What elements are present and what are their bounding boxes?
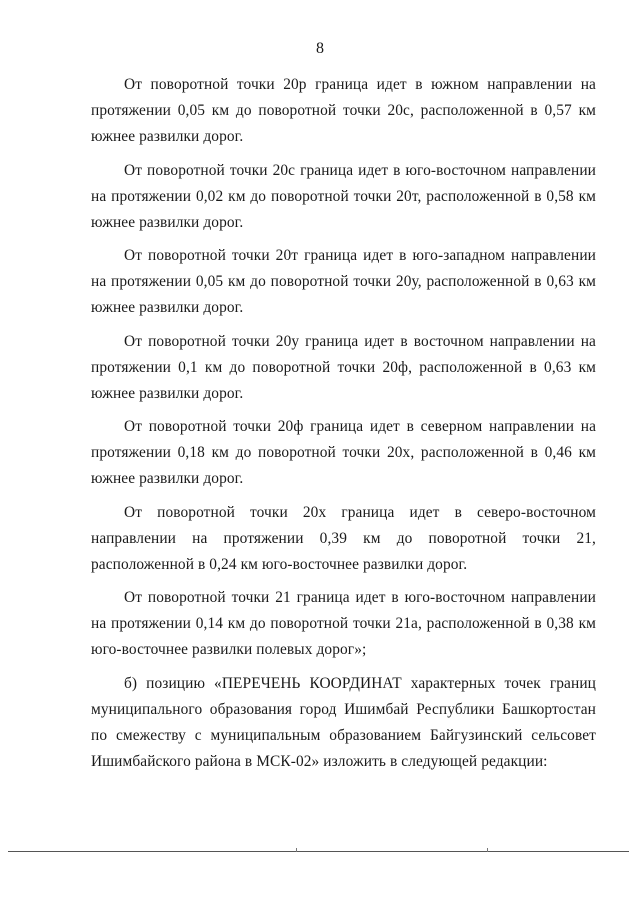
paragraph-point-20r: От поворотной точки 20р граница идет в южном направлении на протяжении 0,05 км до поворотной точки 20с, расположенной в 0,57 км южнее развилки дорог. [91,76,596,145]
paragraph-coordinates-list: б) позицию «ПЕРЕЧЕНЬ КООРДИНАТ характерных точек границ муниципального образования город Ишимбай Республики Башкортостан по смежеству с муниципальным образованием Байгузинский сельсовет Ишимбайского района в МСК-02» изложить в следующей редакции: [91,674,596,770]
footer-rule [8,851,629,852]
paragraph-point-20t: От поворотной точки 20т граница идет в юго-западном направлении на протяжении 0,05 км до поворотной точки 20у, расположенной в 0,63 км южнее развилки дорог. [91,247,596,316]
document-body [91,72,596,782]
paragraph-point-20s: От поворотной точки 20с граница идет в юго-восточном направлении на протяжении 0,02 км до поворотной точки 20т, расположенной в 0,58 км южнее развилки дорог. [91,161,596,231]
footer-rule-tick [487,848,488,852]
paragraph-point-21: От поворотной точки 21 граница идет в юго-восточном направлении на протяжении 0,14 км до поворотной точки 21а, расположенной в 0,38 км юго-восточнее развилки полевых дорог»; [91,589,596,658]
page-number: 8 [316,40,324,57]
paragraph-point-20u: От поворотной точки 20у граница идет в восточном направлении на протяжении 0,1 км до поворотной точки 20ф, расположенной в 0,63 км южнее развилки дорог. [91,332,596,402]
footer-rule-tick [296,848,297,852]
paragraph-point-20f: От поворотной точки 20ф граница идет в северном направлении на протяжении 0,18 км до поворотной точки 20х, расположенной в 0,46 км южнее развилки дорог. [91,418,596,487]
paragraph-point-20kh: От поворотной точки 20х граница идет в северо-восточном направлении на протяжении 0,39 км до поворотной точки 21, расположенной в 0,24 км юго-восточнее развилки дорог. [91,503,596,573]
